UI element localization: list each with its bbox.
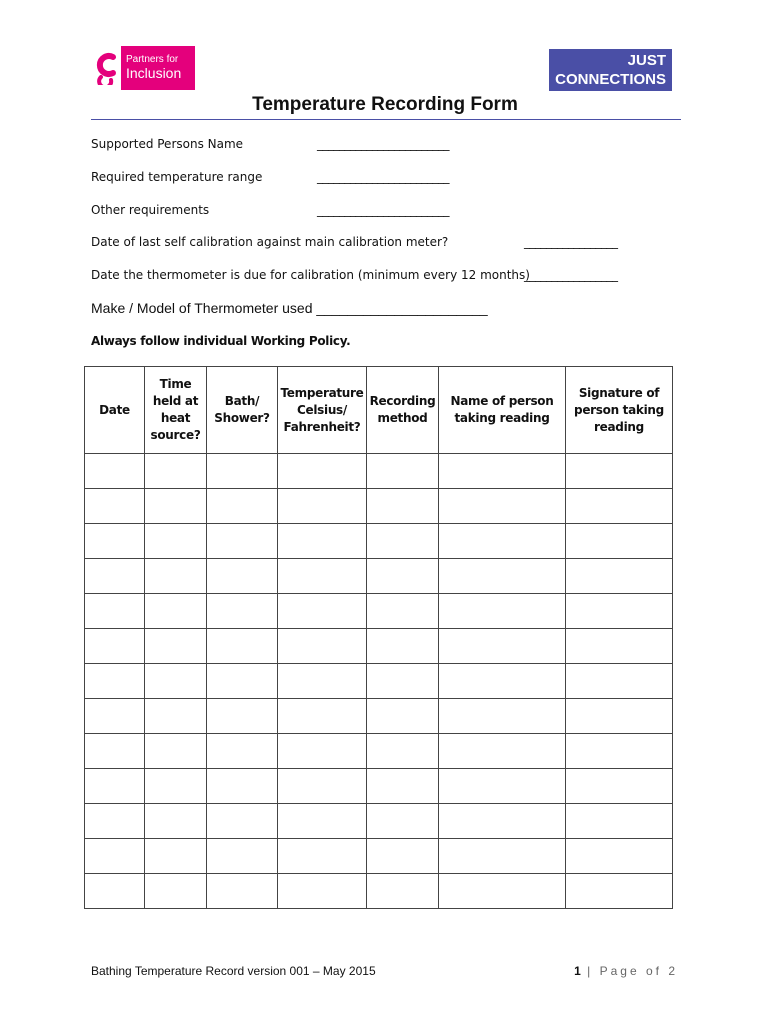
- table-cell[interactable]: [439, 524, 566, 559]
- table-cell[interactable]: [207, 664, 278, 699]
- table-cell[interactable]: [145, 454, 207, 489]
- table-cell[interactable]: [367, 524, 439, 559]
- table-cell[interactable]: [145, 559, 207, 594]
- table-cell[interactable]: [566, 699, 673, 734]
- field-label-temperature-range: Required temperature range: [91, 170, 263, 184]
- title-underline: [91, 119, 681, 120]
- table-row: [85, 804, 673, 839]
- table-cell[interactable]: [367, 489, 439, 524]
- table-cell[interactable]: [145, 699, 207, 734]
- table-cell[interactable]: [439, 769, 566, 804]
- table-cell[interactable]: [367, 629, 439, 664]
- table-row: [85, 524, 673, 559]
- table-cell[interactable]: [85, 629, 145, 664]
- table-cell[interactable]: [145, 839, 207, 874]
- table-cell[interactable]: [145, 594, 207, 629]
- table-cell[interactable]: [278, 874, 367, 909]
- footer-page-indicator: [574, 964, 678, 978]
- table-cell[interactable]: [367, 839, 439, 874]
- table-row: [85, 664, 673, 699]
- table-cell[interactable]: [145, 769, 207, 804]
- table-cell[interactable]: [145, 804, 207, 839]
- field-label-last-calibration: Date of last self calibration against main calibration meter?: [91, 235, 449, 249]
- table-cell[interactable]: [278, 524, 367, 559]
- table-cell[interactable]: [367, 454, 439, 489]
- table-cell[interactable]: [566, 524, 673, 559]
- partners-for-inclusion-logo: [91, 46, 195, 90]
- field-label-other-requirements: Other requirements: [91, 203, 210, 217]
- table-cell[interactable]: [278, 489, 367, 524]
- table-cell[interactable]: [278, 839, 367, 874]
- table-cell[interactable]: [367, 664, 439, 699]
- header-time-held: Time held at heat source?: [145, 367, 207, 454]
- table-cell[interactable]: [85, 839, 145, 874]
- field-blank-supported-person[interactable]: ________________________: [317, 137, 449, 151]
- field-blank-last-calibration[interactable]: _________________: [524, 235, 618, 249]
- table-cell[interactable]: [566, 664, 673, 699]
- table-cell[interactable]: [566, 559, 673, 594]
- table-cell[interactable]: [207, 629, 278, 664]
- table-cell[interactable]: [85, 524, 145, 559]
- table-cell[interactable]: [367, 699, 439, 734]
- table-cell[interactable]: [85, 804, 145, 839]
- table-cell[interactable]: [367, 874, 439, 909]
- field-blank-other-requirements[interactable]: ________________________: [317, 203, 449, 217]
- table-cell[interactable]: [367, 769, 439, 804]
- header-temperature: Temperature Celsius/ Fahrenheit?: [278, 367, 367, 454]
- table-cell[interactable]: [439, 699, 566, 734]
- table-cell[interactable]: [207, 594, 278, 629]
- table-cell[interactable]: [85, 874, 145, 909]
- table-cell[interactable]: [367, 594, 439, 629]
- footer-page-label: Page of 2: [599, 964, 678, 978]
- table-cell[interactable]: [439, 664, 566, 699]
- policy-note: Always follow individual Working Policy.: [91, 334, 351, 348]
- table-cell[interactable]: [207, 454, 278, 489]
- table-cell[interactable]: [566, 594, 673, 629]
- table-cell[interactable]: [207, 489, 278, 524]
- table-cell[interactable]: [278, 804, 367, 839]
- page-title: Temperature Recording Form: [252, 94, 518, 115]
- temperature-record-table: [84, 366, 673, 909]
- table-row: [85, 839, 673, 874]
- header-recording-method: Recording method: [367, 367, 439, 454]
- table-cell[interactable]: [278, 769, 367, 804]
- table-cell[interactable]: [278, 699, 367, 734]
- table-cell[interactable]: [566, 804, 673, 839]
- table-cell[interactable]: [207, 804, 278, 839]
- table-cell[interactable]: [439, 874, 566, 909]
- header-name-of-person: Name of person taking reading: [439, 367, 566, 454]
- table-row: [85, 629, 673, 664]
- table-row: [85, 489, 673, 524]
- table-row: [85, 734, 673, 769]
- table-cell[interactable]: [566, 769, 673, 804]
- table-cell[interactable]: [85, 594, 145, 629]
- table-cell[interactable]: [207, 769, 278, 804]
- table-cell[interactable]: [439, 594, 566, 629]
- table-cell[interactable]: [85, 769, 145, 804]
- table-cell[interactable]: [566, 454, 673, 489]
- table-cell[interactable]: [439, 839, 566, 874]
- table-cell[interactable]: [566, 489, 673, 524]
- table-cell[interactable]: [566, 874, 673, 909]
- table-body: [85, 454, 673, 909]
- table-cell[interactable]: [439, 559, 566, 594]
- table-cell[interactable]: [367, 804, 439, 839]
- table-cell[interactable]: [566, 839, 673, 874]
- logo-left-line1: Partners for: [126, 54, 179, 66]
- table-row: [85, 769, 673, 804]
- table-cell[interactable]: [566, 734, 673, 769]
- table-cell[interactable]: [439, 454, 566, 489]
- table-cell[interactable]: [278, 629, 367, 664]
- table-cell[interactable]: [85, 489, 145, 524]
- table-row: [85, 559, 673, 594]
- table-cell[interactable]: [439, 734, 566, 769]
- table-cell[interactable]: [207, 734, 278, 769]
- table-cell[interactable]: [85, 734, 145, 769]
- header-date: Date: [85, 367, 145, 454]
- table-row: [85, 699, 673, 734]
- table-cell[interactable]: [85, 699, 145, 734]
- field-label-due-calibration: Date the thermometer is due for calibration (minimum every 12 months): [91, 268, 530, 282]
- table-cell[interactable]: [439, 489, 566, 524]
- table-cell[interactable]: [145, 664, 207, 699]
- table-cell[interactable]: [278, 454, 367, 489]
- logo-left-line2: Inclusion: [126, 64, 182, 81]
- table-cell[interactable]: [85, 454, 145, 489]
- table-cell[interactable]: [145, 629, 207, 664]
- logo-right-line2: CONNECTIONS: [555, 71, 666, 88]
- table-cell[interactable]: [145, 489, 207, 524]
- footer-page-number: 1: [574, 964, 581, 978]
- logo-swirl-icon: [91, 46, 121, 90]
- field-blank-due-calibration[interactable]: _________________: [524, 268, 618, 282]
- table-cell[interactable]: [145, 734, 207, 769]
- table-cell[interactable]: [439, 629, 566, 664]
- logo-right-line1: JUST: [627, 52, 666, 69]
- table-cell[interactable]: [207, 699, 278, 734]
- footer-version: Bathing Temperature Record version 001 – May 2015: [91, 964, 376, 978]
- table-cell[interactable]: [207, 524, 278, 559]
- table-cell[interactable]: [85, 664, 145, 699]
- table-row: [85, 454, 673, 489]
- table-cell[interactable]: [439, 804, 566, 839]
- field-blank-temperature-range[interactable]: ________________________: [317, 170, 449, 184]
- table-cell[interactable]: [145, 524, 207, 559]
- table-cell[interactable]: [207, 874, 278, 909]
- table-cell[interactable]: [278, 664, 367, 699]
- table-cell[interactable]: [566, 629, 673, 664]
- header-signature: Signature of person taking reading: [566, 367, 673, 454]
- table-row: [85, 594, 673, 629]
- table-cell[interactable]: [367, 559, 439, 594]
- table-cell[interactable]: [367, 734, 439, 769]
- make-model-field[interactable]: Make / Model of Thermometer used ______________________: [91, 300, 488, 316]
- field-label-supported-person: Supported Persons Name: [91, 137, 244, 151]
- table-cell[interactable]: [85, 559, 145, 594]
- table-row: [85, 874, 673, 909]
- header-bath-shower: Bath/ Shower?: [207, 367, 278, 454]
- just-connections-logo: [549, 49, 672, 91]
- table-header-row: [85, 367, 673, 454]
- table-cell[interactable]: [278, 734, 367, 769]
- table-cell[interactable]: [278, 594, 367, 629]
- footer-page-sep: |: [580, 964, 600, 978]
- table-cell[interactable]: [207, 559, 278, 594]
- table-cell[interactable]: [207, 839, 278, 874]
- table-cell[interactable]: [145, 874, 207, 909]
- table-cell[interactable]: [278, 559, 367, 594]
